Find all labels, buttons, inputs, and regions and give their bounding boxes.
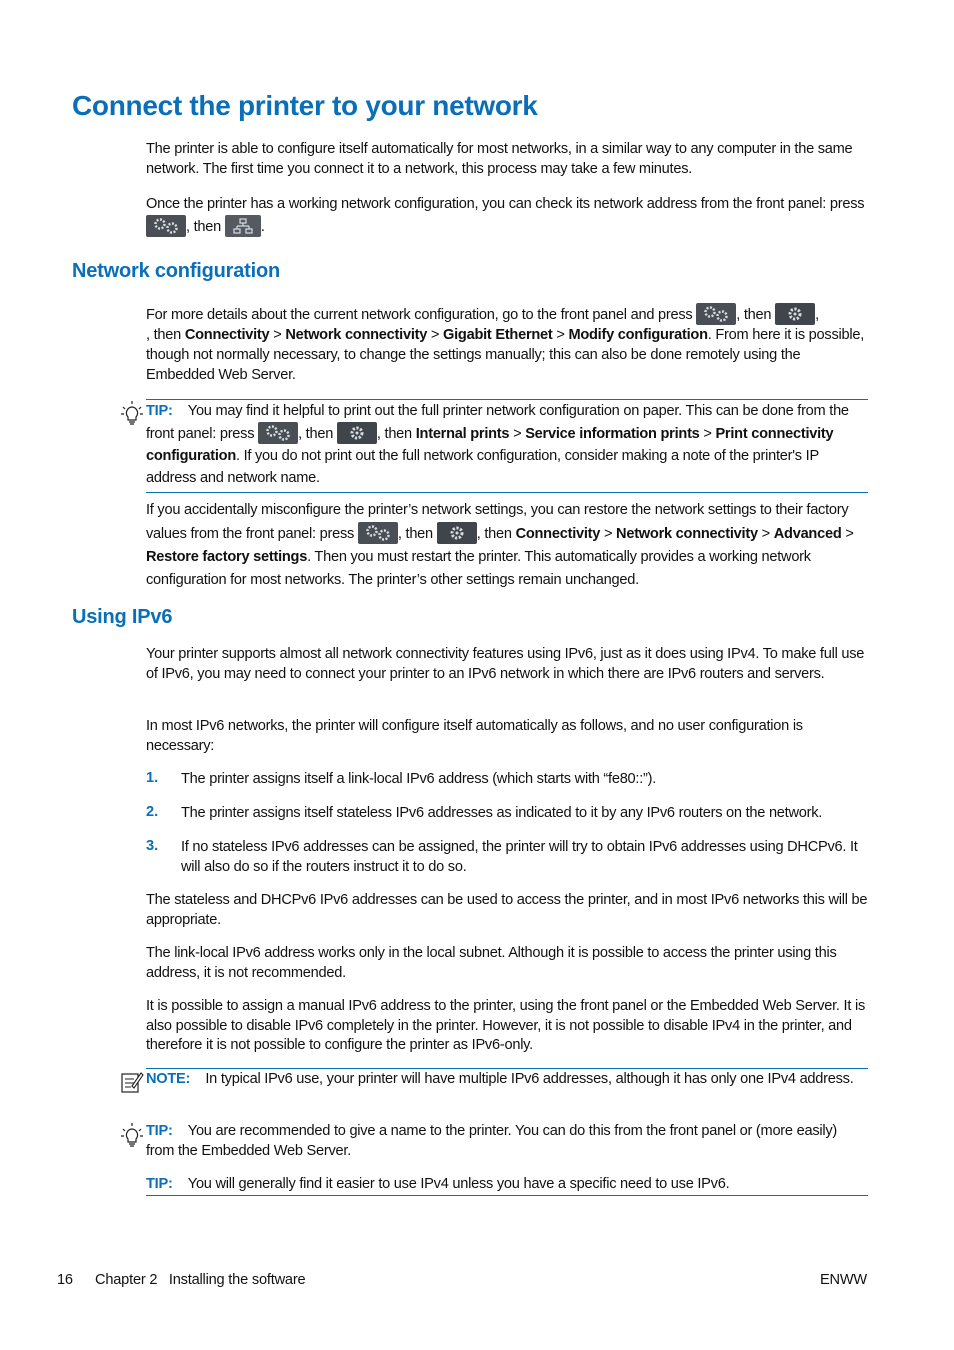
tip-then-1: , then: [298, 426, 334, 442]
nc-p1-text-c: . From here it is possible, though not normally necessary, to change the settings manually; this can also be done remotely using the Embedded Web Server.: [146, 327, 865, 383]
intro-paragraph-2: [146, 193, 868, 238]
section-heading-network-configuration: Network configuration: [72, 260, 281, 282]
note-icon: [120, 1070, 144, 1094]
menu-advanced: Advanced: [773, 526, 842, 542]
gt-sep: >: [273, 327, 282, 343]
tip-text: You are recommended to give a name to the printer. You can do this from the front panel or (more easily) from the Embedded Web Server.: [146, 1123, 838, 1159]
gt-sep: >: [761, 526, 770, 542]
gt-sep: >: [513, 426, 522, 442]
menu-gigabit-ethernet: Gigabit Ethernet: [443, 327, 553, 343]
settings-gear-icon: [337, 422, 377, 444]
tip-label: TIP:: [146, 403, 173, 419]
step-number: 2.: [146, 804, 159, 820]
page-number: 16: [57, 1272, 73, 1288]
setup-gears-icon: [358, 522, 398, 544]
menu-network-connectivity: Network connectivity: [616, 526, 758, 542]
setup-gears-icon: [696, 303, 736, 325]
ipv6-paragraph-4: The link-local IPv6 address works only in the local subnet. Although it is possible to access the printer using this address, it is not recommended.: [146, 945, 837, 981]
settings-gear-icon: [775, 303, 815, 325]
step-number: 1.: [146, 770, 159, 786]
tip-text: You will generally find it easier to use IPv4 unless you have a specific need to use IPv6.: [187, 1176, 730, 1192]
nc-p1-text-a: For more details about the current network configuration, go to the front panel and press: [146, 307, 693, 323]
tip-text-a: You may find it helpful to print out the full printer network configuration on paper. This can be done from the front panel: press: [146, 403, 849, 442]
tip-text-b: . If you do not print out the full network configuration, consider making a note of the printer's IP address and network name.: [146, 448, 819, 486]
gt-sep: >: [603, 526, 613, 542]
intro-then: , then: [186, 219, 222, 235]
tip-label: TIP:: [146, 1176, 173, 1192]
menu-connectivity: Connectivity: [184, 327, 270, 343]
nc-p1-then-b: , then: [146, 327, 182, 343]
setup-gears-icon: [146, 215, 186, 237]
gt-sep: >: [845, 526, 854, 542]
gt-sep: >: [430, 327, 440, 343]
intro-paragraph-1: The printer is able to configure itself automatically for most networks, in a similar way to any computer in the same network. The first time you connect it to a network, this process may take a few minutes.: [146, 141, 853, 177]
footer-right-label: ENWW: [819, 1272, 867, 1288]
page-title: Connect the printer to your network: [72, 90, 538, 121]
menu-restore-factory-settings: Restore factory settings: [146, 549, 308, 565]
section-heading-using-ipv6: Using IPv6: [72, 606, 173, 628]
ipv6-paragraph-1: Your printer supports almost all network connectivity features using IPv6, just as it does using IPv4. To make full use of IPv6, you may need to connect your printer to an IPv6 network in which there are IPv6 routers and servers.: [146, 646, 865, 682]
list-item: The printer assigns itself a link-local IPv6 address (which starts with “fe80::”).: [181, 771, 657, 787]
nc-p1-then: , then: [736, 307, 772, 323]
menu-network-connectivity: Network connectivity: [285, 327, 428, 343]
network-config-paragraph-2: [146, 499, 868, 592]
network-icon: [225, 215, 261, 237]
setup-gears-icon: [258, 422, 298, 444]
tip-printer-name: [146, 1122, 868, 1161]
menu-connectivity: Connectivity: [515, 526, 601, 542]
ipv6-paragraph-3: The stateless and DHCPv6 IPv6 addresses can be used to access the printer, and in most IPv6 networks this will be appropriate.: [146, 892, 868, 928]
tip-then-2: , then: [376, 426, 412, 442]
settings-gear-icon: [437, 522, 477, 544]
menu-modify-configuration: Modify configuration: [568, 327, 708, 343]
footer-chapter: Chapter 2 Installing the software: [95, 1272, 306, 1288]
intro-p2-text: Once the printer has a working network configuration, you can check its network address from the front panel: press: [146, 196, 865, 212]
note-label: NOTE:: [146, 1071, 191, 1087]
list-item: The printer assigns itself stateless IPv6 addresses as indicated to it by any IPv6 routers on the network.: [181, 805, 823, 821]
menu-print-connectivity-configuration: Print connectivity configuration: [146, 426, 834, 464]
intro-dot: .: [260, 219, 265, 235]
tip-use-ipv4: [146, 1175, 868, 1196]
gt-sep: >: [703, 426, 712, 442]
nc-p2-text-b: . Then you must restart the printer. This automatically provides a working network configuration for most networks. The printer’s other settings remain unchanged.: [146, 549, 811, 588]
list-item: If no stateless IPv6 addresses can be assigned, the printer will try to obtain IPv6 addresses using DHCPv6. It will also do so if the routers instruct it to do so.: [181, 839, 858, 875]
nc-p2-text-a: If you accidentally misconfigure the printer’s network settings, you can restore the network settings to their factory values from the front panel: press: [146, 502, 849, 542]
lightbulb-icon: [121, 401, 143, 427]
gt-sep: >: [556, 327, 565, 343]
network-config-paragraph-1: For more details about the current network configuration, go to the front panel and press , then , , then Connectivity > Network connectivity > Gigabit Ethernet > Modify configuration. From here it is possible, though not normally necessary, to change the settings manually; this can also be done remotely using the Embedded Web Server.: [146, 303, 868, 385]
nc-p2-then-2: , then: [476, 526, 512, 542]
ipv6-paragraph-2: In most IPv6 networks, the printer will configure itself automatically as follows, and no user configuration is necessary:: [146, 718, 803, 754]
step-number: 3.: [146, 838, 159, 854]
note-ipv6-addresses: [146, 1068, 868, 1090]
menu-internal-prints: Internal prints: [415, 426, 510, 442]
tip-label: TIP:: [146, 1123, 173, 1139]
note-text: In typical IPv6 use, your printer will have multiple IPv6 addresses, although it has only one IPv4 address.: [205, 1071, 854, 1087]
lightbulb-icon: [121, 1123, 143, 1149]
tip-network-print: [146, 399, 868, 493]
menu-service-information-prints: Service information prints: [525, 426, 700, 442]
nc-p2-then-1: , then: [397, 526, 433, 542]
ipv6-paragraph-5: It is possible to assign a manual IPv6 address to the printer, using the front panel or the Embedded Web Server. It is also possible to disable IPv6 completely in the printer. However, it is not possible to disable IPv4 in the printer, and therefore it is not possible to configure the printer as IPv6-only.: [146, 998, 865, 1053]
